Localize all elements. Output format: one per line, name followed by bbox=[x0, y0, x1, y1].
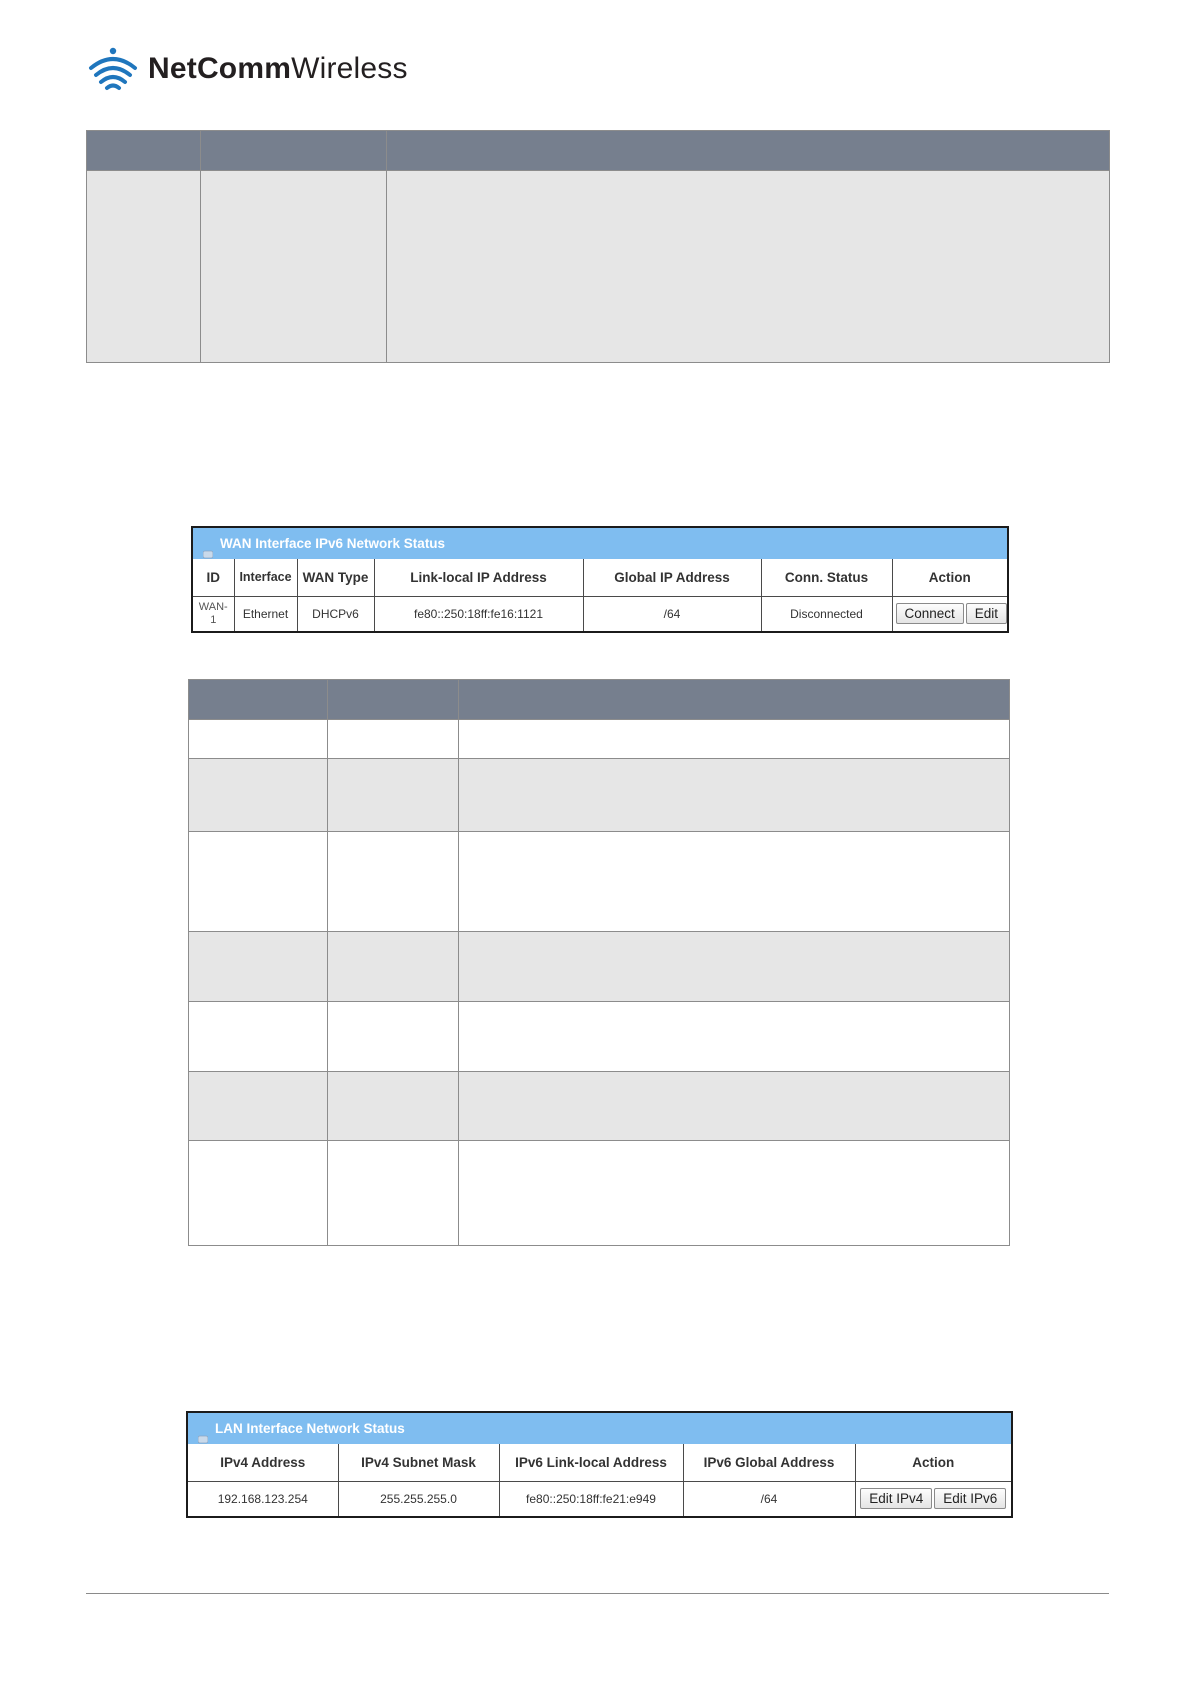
table-header-row bbox=[193, 559, 1007, 596]
col-global: Global IP Address bbox=[583, 559, 761, 596]
wan-status-cell: Disconnected bbox=[761, 596, 892, 631]
wan-interface-cell: Ethernet bbox=[234, 596, 297, 631]
wan-action-cell bbox=[892, 596, 1007, 631]
table-row bbox=[189, 832, 1010, 932]
table-row bbox=[189, 1141, 1010, 1246]
panel-title: WAN Interface IPv6 Network Status bbox=[220, 535, 446, 551]
panel-icon bbox=[203, 539, 213, 548]
edit-button[interactable]: Edit bbox=[966, 603, 1007, 624]
col-wan-type: WAN Type bbox=[297, 559, 374, 596]
middle-description-table bbox=[188, 679, 1010, 1246]
lan-action-cell bbox=[855, 1481, 1011, 1516]
wifi-signal-icon bbox=[88, 46, 138, 92]
table-row bbox=[189, 759, 1010, 832]
col-conn-status: Conn. Status bbox=[761, 559, 892, 596]
col-ipv6-link-local: IPv6 Link-local Address bbox=[499, 1444, 683, 1481]
wan-global-cell: /64 bbox=[583, 596, 761, 631]
panel-title-bar bbox=[193, 528, 1007, 559]
lan-global-cell: /64 bbox=[683, 1481, 855, 1516]
panel-title: LAN Interface Network Status bbox=[215, 1420, 405, 1436]
col-id: ID bbox=[193, 559, 234, 596]
connect-button[interactable]: Connect bbox=[896, 603, 964, 624]
lan-link-local-cell: fe80::250:18ff:fe21:e949 bbox=[499, 1481, 683, 1516]
lan-status-table bbox=[188, 1444, 1011, 1516]
edit-ipv6-button[interactable]: Edit IPv6 bbox=[934, 1488, 1006, 1509]
footer-divider bbox=[86, 1593, 1109, 1594]
col-action: Action bbox=[892, 559, 1007, 596]
table-header-row bbox=[189, 680, 1010, 720]
wan-id-cell: WAN- 1 bbox=[193, 596, 234, 631]
table-header-row bbox=[188, 1444, 1011, 1481]
brand-name: NetCommWireless bbox=[148, 52, 408, 85]
wan-type-cell: DHCPv6 bbox=[297, 596, 374, 631]
table-row bbox=[188, 1481, 1011, 1516]
edit-ipv4-button[interactable]: Edit IPv4 bbox=[860, 1488, 932, 1509]
panel-title-bar bbox=[188, 1413, 1011, 1444]
panel-icon bbox=[198, 1424, 208, 1433]
lan-mask-cell: 255.255.255.0 bbox=[338, 1481, 499, 1516]
wan-ipv6-status-panel bbox=[191, 526, 1009, 633]
table-row bbox=[189, 720, 1010, 759]
table-row bbox=[193, 596, 1007, 631]
col-action: Action bbox=[855, 1444, 1011, 1481]
table-header-row bbox=[87, 131, 1110, 171]
col-interface: Interface bbox=[234, 559, 297, 596]
table-row bbox=[189, 1072, 1010, 1141]
col-ipv4-mask: IPv4 Subnet Mask bbox=[338, 1444, 499, 1481]
col-ipv6-global: IPv6 Global Address bbox=[683, 1444, 855, 1481]
table-row bbox=[87, 171, 1110, 363]
brand-logo bbox=[88, 44, 418, 94]
table-row bbox=[189, 932, 1010, 1002]
col-link-local: Link-local IP Address bbox=[374, 559, 583, 596]
col-ipv4-address: IPv4 Address bbox=[188, 1444, 338, 1481]
table-row bbox=[189, 1002, 1010, 1072]
lan-status-panel bbox=[186, 1411, 1013, 1518]
top-description-table bbox=[86, 130, 1110, 363]
lan-ipv4-cell: 192.168.123.254 bbox=[188, 1481, 338, 1516]
wan-link-local-cell: fe80::250:18ff:fe16:1121 bbox=[374, 596, 583, 631]
wan-status-table bbox=[193, 559, 1007, 631]
